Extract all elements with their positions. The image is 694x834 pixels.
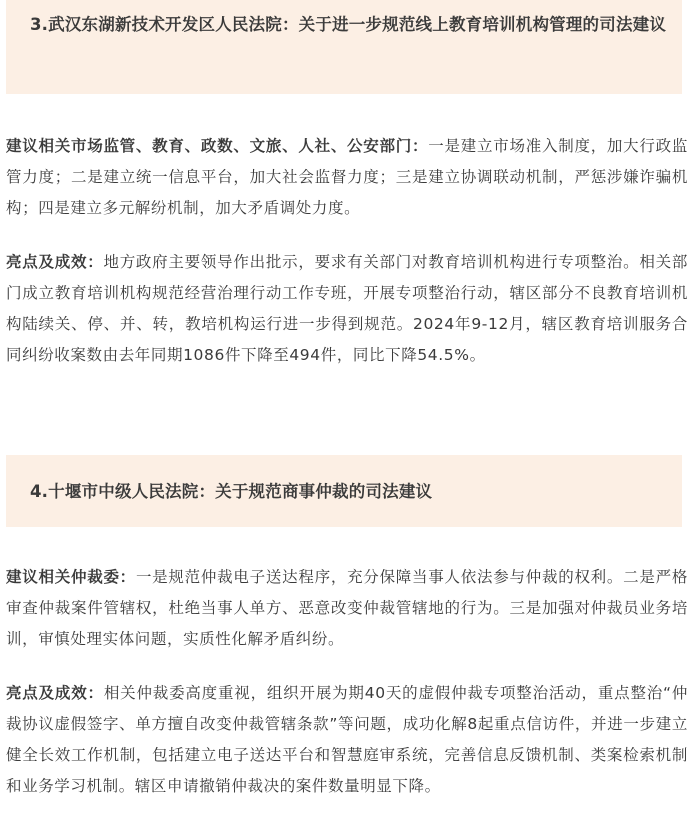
section-4-header — [6, 455, 682, 527]
section-4-results-body: 相关仲裁委高度重视，组织开展为期40天的虚假仲裁专项整治活动，重点整治“仲裁协议虚假签字、单方擅自改变仲裁管辖条款”等问题，成功化解8起重点信访件，并进一步建立健全长效工作机制，包括建立电子送达平台和智慧庭审系统，完善信息反馈机制、类案检索机制和业务学习机制。辖区申请撤销仲裁决的案件数量明显下降。 — [6, 684, 688, 795]
section-4-title: 4.十堰市中级人民法院：关于规范商事仲裁的司法建议 — [30, 482, 433, 501]
section-4-results-paragraph — [6, 678, 688, 802]
section-3-results-lead: 亮点及成效： — [6, 253, 104, 271]
section-4-suggestion-lead: 建议相关仲裁委： — [6, 568, 136, 586]
section-3-suggestion-lead: 建议相关市场监管、教育、政数、文旅、人社、公安部门： — [6, 137, 429, 155]
section-4-suggestion-paragraph — [6, 562, 688, 655]
section-4-results-lead: 亮点及成效： — [6, 684, 104, 702]
section-3-suggestion-body: 一是建立市场准入制度，加大行政监管力度；二是建立统一信息平台，加大社会监督力度；三是建立协调联动机制，严惩涉嫌诈骗机构；四是建立多元解纷机制，加大矛盾调处力度。 — [6, 137, 688, 217]
section-4-suggestion-body: 一是规范仲裁电子送达程序，充分保障当事人依法参与仲裁的权利。二是严格审查仲裁案件管辖权，杜绝当事人单方、恶意改变仲裁管辖地的行为。三是加强对仲裁员业务培训，审慎处理实体问题，实质性化解矛盾纠纷。 — [6, 568, 688, 648]
section-3-header — [6, 0, 682, 94]
section-3-suggestion-paragraph — [6, 131, 688, 224]
section-3-results-paragraph — [6, 247, 688, 371]
section-3-title: 3.武汉东湖新技术开发区人民法院：关于进一步规范线上教育培训机构管理的司法建议 — [30, 15, 667, 34]
section-3-results-body: 地方政府主要领导作出批示，要求有关部门对教育培训机构进行专项整治。相关部门成立教育培训机构规范经营治理行动工作专班，开展专项整治行动，辖区部分不良教育培训机构陆续关、停、并、转，教培机构运行进一步得到规范。2024年9-12月，辖区教育培训服务合同纠纷收案数由去年同期1086件下降至494件，同比下降54.5%。 — [6, 253, 688, 364]
